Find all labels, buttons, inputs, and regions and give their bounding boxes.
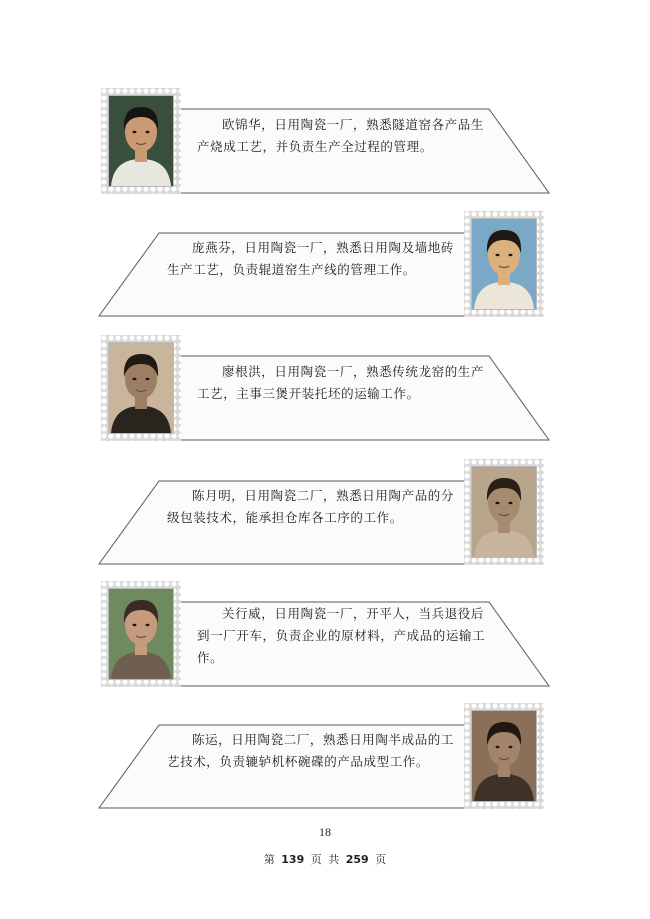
- portrait-stamp: [101, 88, 181, 194]
- page-counter-total: 259: [345, 853, 369, 866]
- portrait-picture: [109, 589, 173, 679]
- portrait-picture: [472, 467, 536, 557]
- portrait-photo: [471, 466, 537, 558]
- portrait-picture: [472, 711, 536, 801]
- person-entry: [0, 578, 650, 703]
- portrait-photo: [471, 710, 537, 802]
- person-description: 廖根洪，日用陶瓷一厂，熟悉传统龙窑的生产工艺，主事三煲开装托坯的运输工作。: [197, 364, 485, 401]
- page-counter: [0, 851, 650, 867]
- person-description: 庞燕芬，日用陶瓷一厂，熟悉日用陶及墙地砖生产工艺，负责辊道窑生产线的管理工作。: [167, 240, 455, 277]
- portrait-stamp: [101, 335, 181, 441]
- portrait-stamp: [464, 703, 544, 809]
- page-counter-mid: 页 共: [310, 853, 340, 866]
- person-entry: [0, 700, 650, 825]
- page-counter-current: 139: [281, 853, 305, 866]
- person-entry: [0, 208, 650, 333]
- portrait-photo: [108, 588, 174, 680]
- person-description: 欧锦华，日用陶瓷一厂，熟悉隧道窑各产品生产烧成工艺，并负责生产全过程的管理。: [197, 117, 485, 154]
- portrait-picture: [109, 343, 173, 433]
- person-entry: [0, 332, 650, 457]
- person-entry: [0, 85, 650, 210]
- person-entry: [0, 456, 650, 581]
- page-counter-prefix: 第: [263, 853, 275, 866]
- portrait-picture: [109, 96, 173, 186]
- portrait-photo: [108, 95, 174, 187]
- portrait-stamp: [464, 211, 544, 317]
- portrait-stamp: [464, 459, 544, 565]
- portrait-photo: [471, 218, 537, 310]
- portrait-photo: [108, 342, 174, 434]
- person-description: 陈月明，日用陶瓷二厂，熟悉日用陶产品的分级包装技术，能承担仓库各工序的工作。: [167, 488, 455, 525]
- page-counter-suffix: 页: [375, 853, 387, 866]
- person-description: 陈运，日用陶瓷二厂，熟悉日用陶半成品的工艺技术，负责辘轳机杯碗碟的产品成型工作。: [167, 732, 455, 769]
- portrait-stamp: [101, 581, 181, 687]
- page-number: 18: [319, 825, 331, 839]
- person-description: 关行威，日用陶瓷一厂，开平人，当兵退役后到一厂开车，负责企业的原材料，产成品的运输工作。: [197, 606, 486, 665]
- portrait-picture: [472, 219, 536, 309]
